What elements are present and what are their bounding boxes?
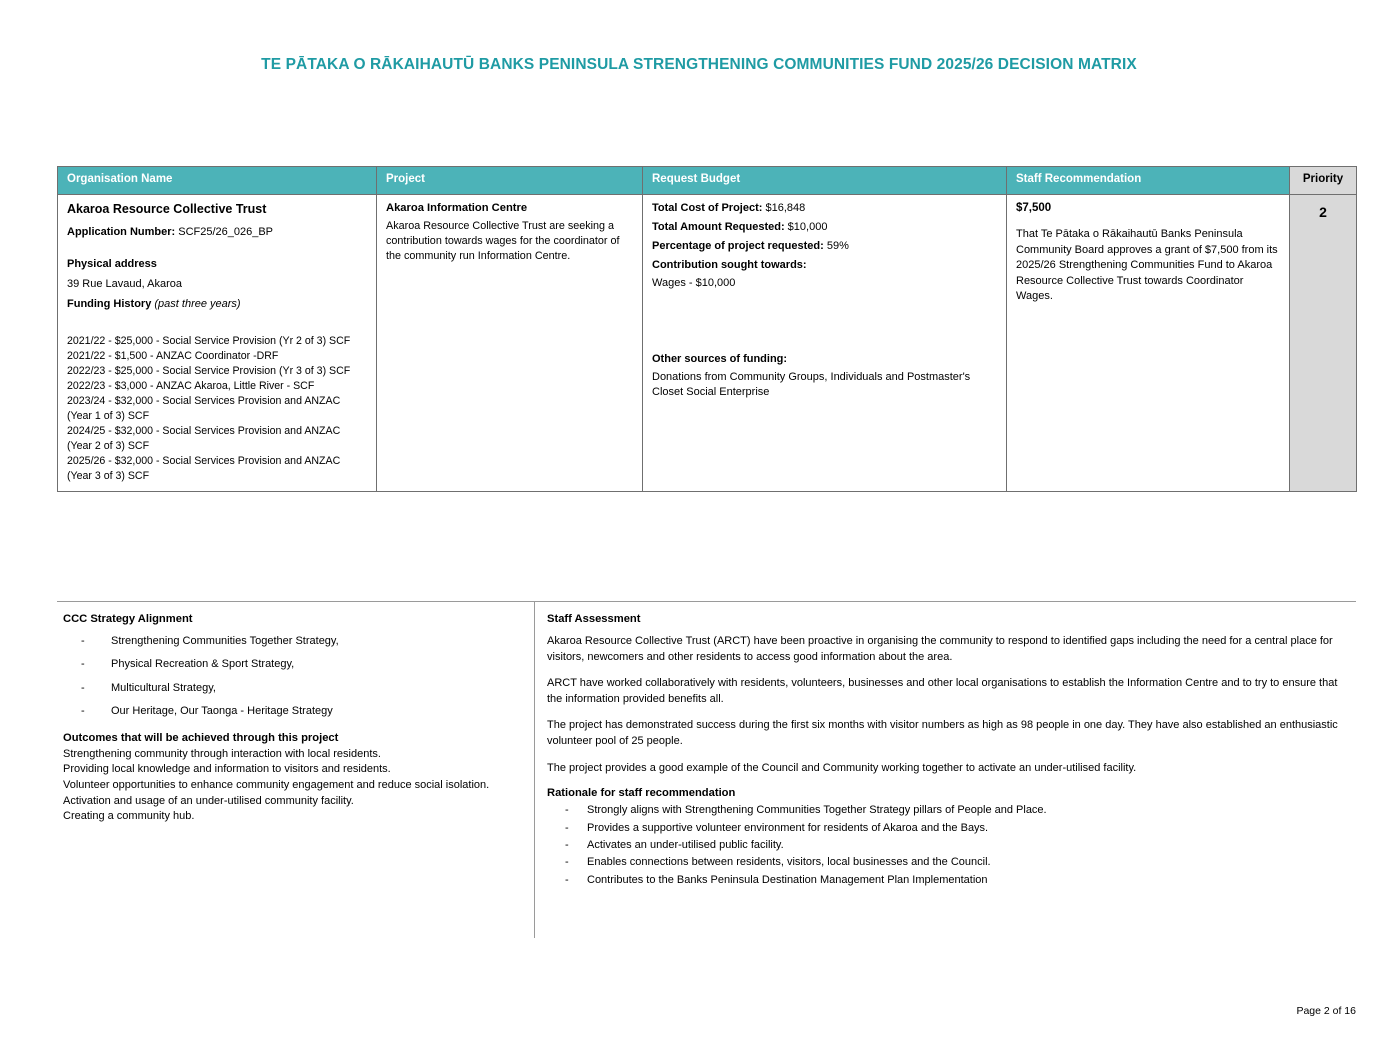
page-number: Page 2 of 16 xyxy=(1296,1005,1356,1017)
outcome-line: Strengthening community through interaction with local residents. xyxy=(63,747,381,760)
outcome-line: Volunteer opportunities to enhance community engagement and reduce social isolation. xyxy=(63,779,490,791)
cell-project xyxy=(377,195,643,492)
organisation-name: Akaroa Resource Collective Trust xyxy=(67,202,267,216)
page-title: TE PĀTAKA O RĀKAIHAUTŪ BANKS PENINSULA STRENGTHENING COMMUNITIES FUND 2025/26 DECISION MATRIX xyxy=(261,56,1137,73)
total-requested-label: Total Amount Requested: xyxy=(652,221,785,233)
list-item: - Enables connections between residents, visitors, local businesses and the Council. xyxy=(565,855,1344,870)
project-title: Akaroa Information Centre xyxy=(386,202,528,214)
funding-history-item: 2022/23 - $3,000 - ANZAC Akaroa, Little River - SCF xyxy=(67,380,315,393)
rationale-heading: Rationale for staff recommendation xyxy=(547,787,736,800)
table-row xyxy=(58,195,1357,492)
outcome-line: Providing local knowledge and information to visitors and residents. xyxy=(63,763,391,776)
total-cost-value: $16,848 xyxy=(765,202,806,214)
column-header-project: Project xyxy=(377,167,643,195)
funding-history-label: Funding History xyxy=(67,298,152,310)
rationale-list xyxy=(547,803,1344,888)
priority-value: 2 xyxy=(1319,204,1327,220)
outcomes-heading: Outcomes that will be achieved through this project xyxy=(63,731,339,744)
outcome-line: Creating a community hub. xyxy=(63,810,195,823)
other-sources-label: Other sources of funding: xyxy=(652,352,788,365)
funding-history-item: 2025/26 - $32,000 - Social Services Provision and ANZAC (Year 3 of 3) SCF xyxy=(67,455,341,483)
list-item: - Physical Recreation & Sport Strategy, xyxy=(81,657,524,672)
cell-organisation xyxy=(58,195,377,492)
project-description: Akaroa Resource Collective Trust are seeking a contribution towards wages for the coordinator of the community run Information Centre. xyxy=(386,220,620,262)
assessment-paragraph: Akaroa Resource Collective Trust (ARCT) have been proactive in organising the community to respond to identified gaps including the need for a central place for visitors, newcomers and other residents to access good information about the area. xyxy=(547,635,1333,663)
application-number-label: Application Number: xyxy=(67,226,176,238)
physical-address-label: Physical address xyxy=(67,258,157,270)
physical-address-value: 39 Rue Lavaud, Akaroa xyxy=(67,278,182,290)
total-cost-label: Total Cost of Project: xyxy=(652,202,763,214)
total-requested-value: $10,000 xyxy=(787,221,828,233)
funding-history-list xyxy=(67,334,367,484)
percentage-requested-label: Percentage of project requested: xyxy=(652,240,824,252)
cell-request-budget xyxy=(643,195,1007,492)
application-number-value: SCF25/26_026_BP xyxy=(178,226,274,238)
assessment-paragraph: The project provides a good example of the Council and Community working together to activate an under-utilised facility. xyxy=(547,761,1137,774)
lower-section xyxy=(57,601,1356,938)
table-header-row xyxy=(58,167,1357,195)
decision-matrix-table xyxy=(57,166,1357,492)
column-header-staff-recommendation: Staff Recommendation xyxy=(1007,167,1290,195)
list-item: - Activates an under-utilised public facility. xyxy=(565,838,1344,853)
funding-history-item: 2024/25 - $32,000 - Social Services Provision and ANZAC (Year 2 of 3) SCF xyxy=(67,425,341,453)
list-item: - Our Heritage, Our Taonga - Heritage Strategy xyxy=(81,704,524,719)
outcome-line: Activation and usage of an under-utilised community facility. xyxy=(63,794,354,807)
recommended-amount: $7,500 xyxy=(1016,202,1052,214)
assessment-paragraph: The project has demonstrated success during the first six months with visitor numbers as high as 98 people in one day. They have also established an enthusiastic volunteer pool of 25 people. xyxy=(547,719,1338,748)
recommendation-text: That Te Pātaka o Rākaihautū Banks Peninsula Community Board approves a grant of $7,500 from its 2025/26 Strengthening Communities Fund to Akaroa Resource Collective Trust towards Coordinator Wages. xyxy=(1016,228,1278,303)
column-header-request-budget: Request Budget xyxy=(643,167,1007,195)
column-header-organisation: Organisation Name xyxy=(58,167,377,195)
contribution-sought-value: Wages - $10,000 xyxy=(652,277,736,289)
cell-priority xyxy=(1290,195,1357,492)
contribution-sought-label: Contribution sought towards: xyxy=(652,259,807,271)
assessment-paragraph: ARCT have worked collaboratively with residents, volunteers, businesses and other local organisations to establish the Information Centre and to try to ensure that the information provided benefits all. xyxy=(547,677,1338,705)
funding-history-item: 2021/22 - $25,000 - Social Service Provision (Yr 2 of 3) SCF xyxy=(67,335,351,347)
staff-assessment-panel xyxy=(535,602,1356,938)
strategy-alignment-list xyxy=(63,634,524,720)
staff-assessment-heading: Staff Assessment xyxy=(547,613,641,625)
funding-history-item: 2022/23 - $25,000 - Social Service Provision (Yr 3 of 3) SCF xyxy=(67,365,351,378)
document-page xyxy=(0,56,1398,1045)
funding-history-note: (past three years) xyxy=(154,298,241,310)
funding-history-item: 2021/22 - $1,500 - ANZAC Coordinator -DRF xyxy=(67,350,279,363)
other-sources-value: Donations from Community Groups, Individuals and Postmaster's Closet Social Enterprise xyxy=(652,370,971,398)
strategy-alignment-panel xyxy=(57,602,535,938)
list-item: - Contributes to the Banks Peninsula Destination Management Plan Implementation xyxy=(565,873,1344,888)
list-item: - Multicultural Strategy, xyxy=(81,681,524,696)
list-item: - Provides a supportive volunteer environment for residents of Akaroa and the Bays. xyxy=(565,821,1344,836)
funding-history-item: 2023/24 - $32,000 - Social Services Provision and ANZAC (Year 1 of 3) SCF xyxy=(67,395,341,423)
percentage-requested-value: 59% xyxy=(826,240,849,252)
list-item: - Strongly aligns with Strengthening Communities Together Strategy pillars of People and Place. xyxy=(565,803,1344,818)
strategy-alignment-heading: CCC Strategy Alignment xyxy=(63,613,193,625)
column-header-priority: Priority xyxy=(1290,167,1357,195)
cell-staff-recommendation xyxy=(1007,195,1290,492)
list-item: - Strengthening Communities Together Strategy, xyxy=(81,634,524,649)
